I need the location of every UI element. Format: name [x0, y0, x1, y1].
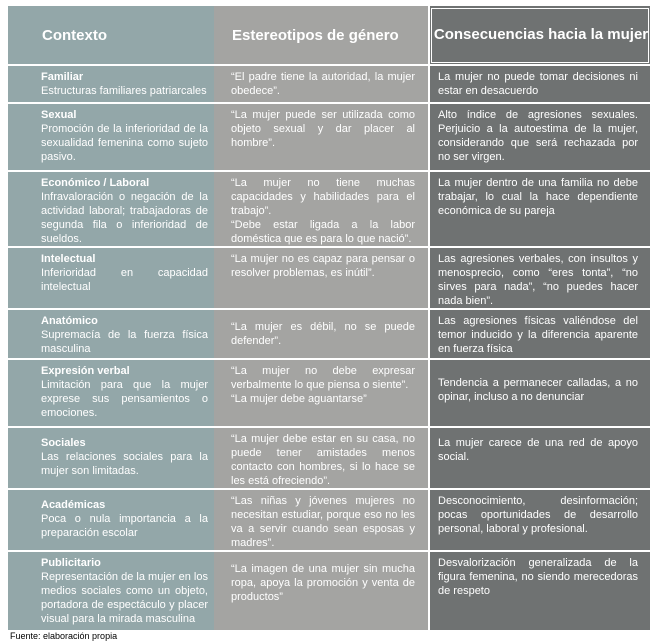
table-row — [8, 308, 650, 358]
table-row — [8, 170, 650, 246]
stereotype-quote: “Las niñas y jóvenes mujeres no necesitan estudiar, porque eso no les va a servir cuando sean esposas y madres”. — [231, 495, 415, 549]
stereotype-quote: “Debe estar ligada a la labor doméstica que es para lo que nació”. — [231, 219, 415, 245]
stereotype-cell — [225, 310, 421, 358]
table-row — [8, 426, 650, 488]
stereotype-quote: “La mujer debe estar en su casa, no puede tener amistades menos contacto con hombres, si lo hace se les está ofreciendo”. — [231, 433, 415, 487]
header-consequences: Consecuencias hacia la mujer — [433, 26, 649, 43]
header-context: Contexto — [42, 26, 107, 44]
stereotype-quote: “La mujer no es capaz para pensar o resolver problemas, es inútil”. — [231, 253, 415, 279]
stereotype-cell — [225, 104, 421, 170]
table-row — [8, 246, 650, 308]
stereotype-cell — [225, 552, 421, 630]
consequence-cell: Las agresiones físicas valiéndose del temor inducido y la diferencia aparente en fuerza física — [438, 315, 638, 355]
consequence-cell: La mujer carece de una red de apoyo social. — [438, 437, 638, 463]
context-cell — [35, 104, 214, 170]
context-description: Limitación para que la mujer exprese sus pensamientos o emociones. — [41, 379, 208, 419]
table-row — [8, 64, 650, 102]
consequence-cell: Alto índice de agresiones sexuales. Perjuicio a la autoestima de la mujer, considerando que será rechazada por no ser virgen. — [438, 109, 638, 163]
context-category: Sociales — [41, 437, 86, 449]
consequence-cell: La mujer dentro de una familia no debe trabajar, lo cual la hace dependiente económica de su pareja — [438, 177, 638, 217]
context-category: Sexual — [41, 109, 77, 121]
context-description: Promoción de la inferioridad de la sexualidad femenina como sujeto pasivo. — [41, 123, 208, 163]
consequence-cell: Desconocimiento, desinformación; pocas oportunidades de desarrollo personal, laboral y profesional. — [438, 495, 638, 535]
context-cell — [35, 490, 214, 550]
consequence-cell: La mujer no puede tomar decisiones ni estar en desacuerdo — [438, 71, 638, 97]
context-cell — [35, 172, 214, 246]
context-category: Intelectual — [41, 253, 96, 265]
context-cell — [35, 360, 214, 426]
consequence-cell: Las agresiones verbales, con insultos y menosprecio, como “eres tonta”, “no sirves para nada”, “no puedes hacer nada bien”. — [438, 253, 638, 307]
stereotype-cell — [225, 428, 421, 488]
stereotype-cell — [225, 66, 421, 102]
stereotype-quote: “La mujer es débil, no se puede defender”. — [231, 321, 415, 347]
context-description: Representación de la mujer en los medios sociales como un objeto, portadora de espectáculo y placer visual para la mirada masculina — [41, 571, 208, 625]
context-cell — [35, 66, 214, 102]
consequence-cell: Tendencia a permanecer calladas, a no opinar, incluso a no denunciar — [438, 377, 638, 403]
context-category: Académicas — [41, 499, 106, 511]
context-description: Infravaloración o negación de la actividad laboral; trabajadoras de segunda fila o inferioridad de sueldos. — [41, 191, 208, 245]
stereotype-quote: “La mujer puede ser utilizada como objeto sexual y dar placer al hombre”. — [231, 109, 415, 149]
context-description: Las relaciones sociales para la mujer son limitadas. — [41, 451, 208, 477]
stereotype-cell — [225, 490, 421, 550]
consequence-cell: Desvalorización generalizada de la figura femenina, no siendo merecedoras de respeto — [438, 557, 638, 597]
stereotype-cell — [225, 248, 421, 308]
context-cell — [35, 552, 214, 630]
stereotypes-table — [8, 6, 650, 630]
stereotype-quote: “La mujer no tiene muchas capacidades y habilidades para el trabajo”. — [231, 177, 415, 217]
context-category: Familiar — [41, 71, 84, 83]
table-row — [8, 488, 650, 550]
table-row — [8, 550, 650, 630]
context-category: Publicitario — [41, 557, 101, 569]
table-row — [8, 102, 650, 170]
stereotype-cell — [225, 360, 421, 426]
context-category: Anatómico — [41, 315, 98, 327]
context-description: Estructuras familiares patriarcales — [41, 85, 207, 97]
context-description: Supremacía de la fuerza física masculina — [41, 329, 208, 355]
stereotype-cell — [225, 172, 421, 246]
context-category: Expresión verbal — [41, 365, 130, 377]
stereotype-quote: “La mujer no debe expresar verbalmente lo que piensa o siente”. — [231, 365, 415, 391]
stereotype-quote: “La imagen de una mujer sin mucha ropa, apoya la promoción y venta de productos” — [231, 563, 415, 603]
context-description: Poca o nula importancia a la preparación escolar — [41, 513, 208, 539]
context-cell — [35, 310, 214, 358]
stereotype-quote: “El padre tiene la autoridad, la mujer obedece”. — [231, 71, 415, 97]
context-cell — [35, 248, 214, 308]
context-cell — [35, 428, 214, 488]
stereotype-quote: “La mujer debe aguantarse” — [231, 393, 367, 405]
header-stereotypes: Estereotipos de género — [232, 26, 399, 44]
source-footnote: Fuente: elaboración propia — [10, 631, 118, 641]
context-category: Económico / Laboral — [41, 177, 150, 189]
context-description: Inferioridad en capacidad intelectual — [41, 267, 208, 293]
table-row — [8, 358, 650, 426]
